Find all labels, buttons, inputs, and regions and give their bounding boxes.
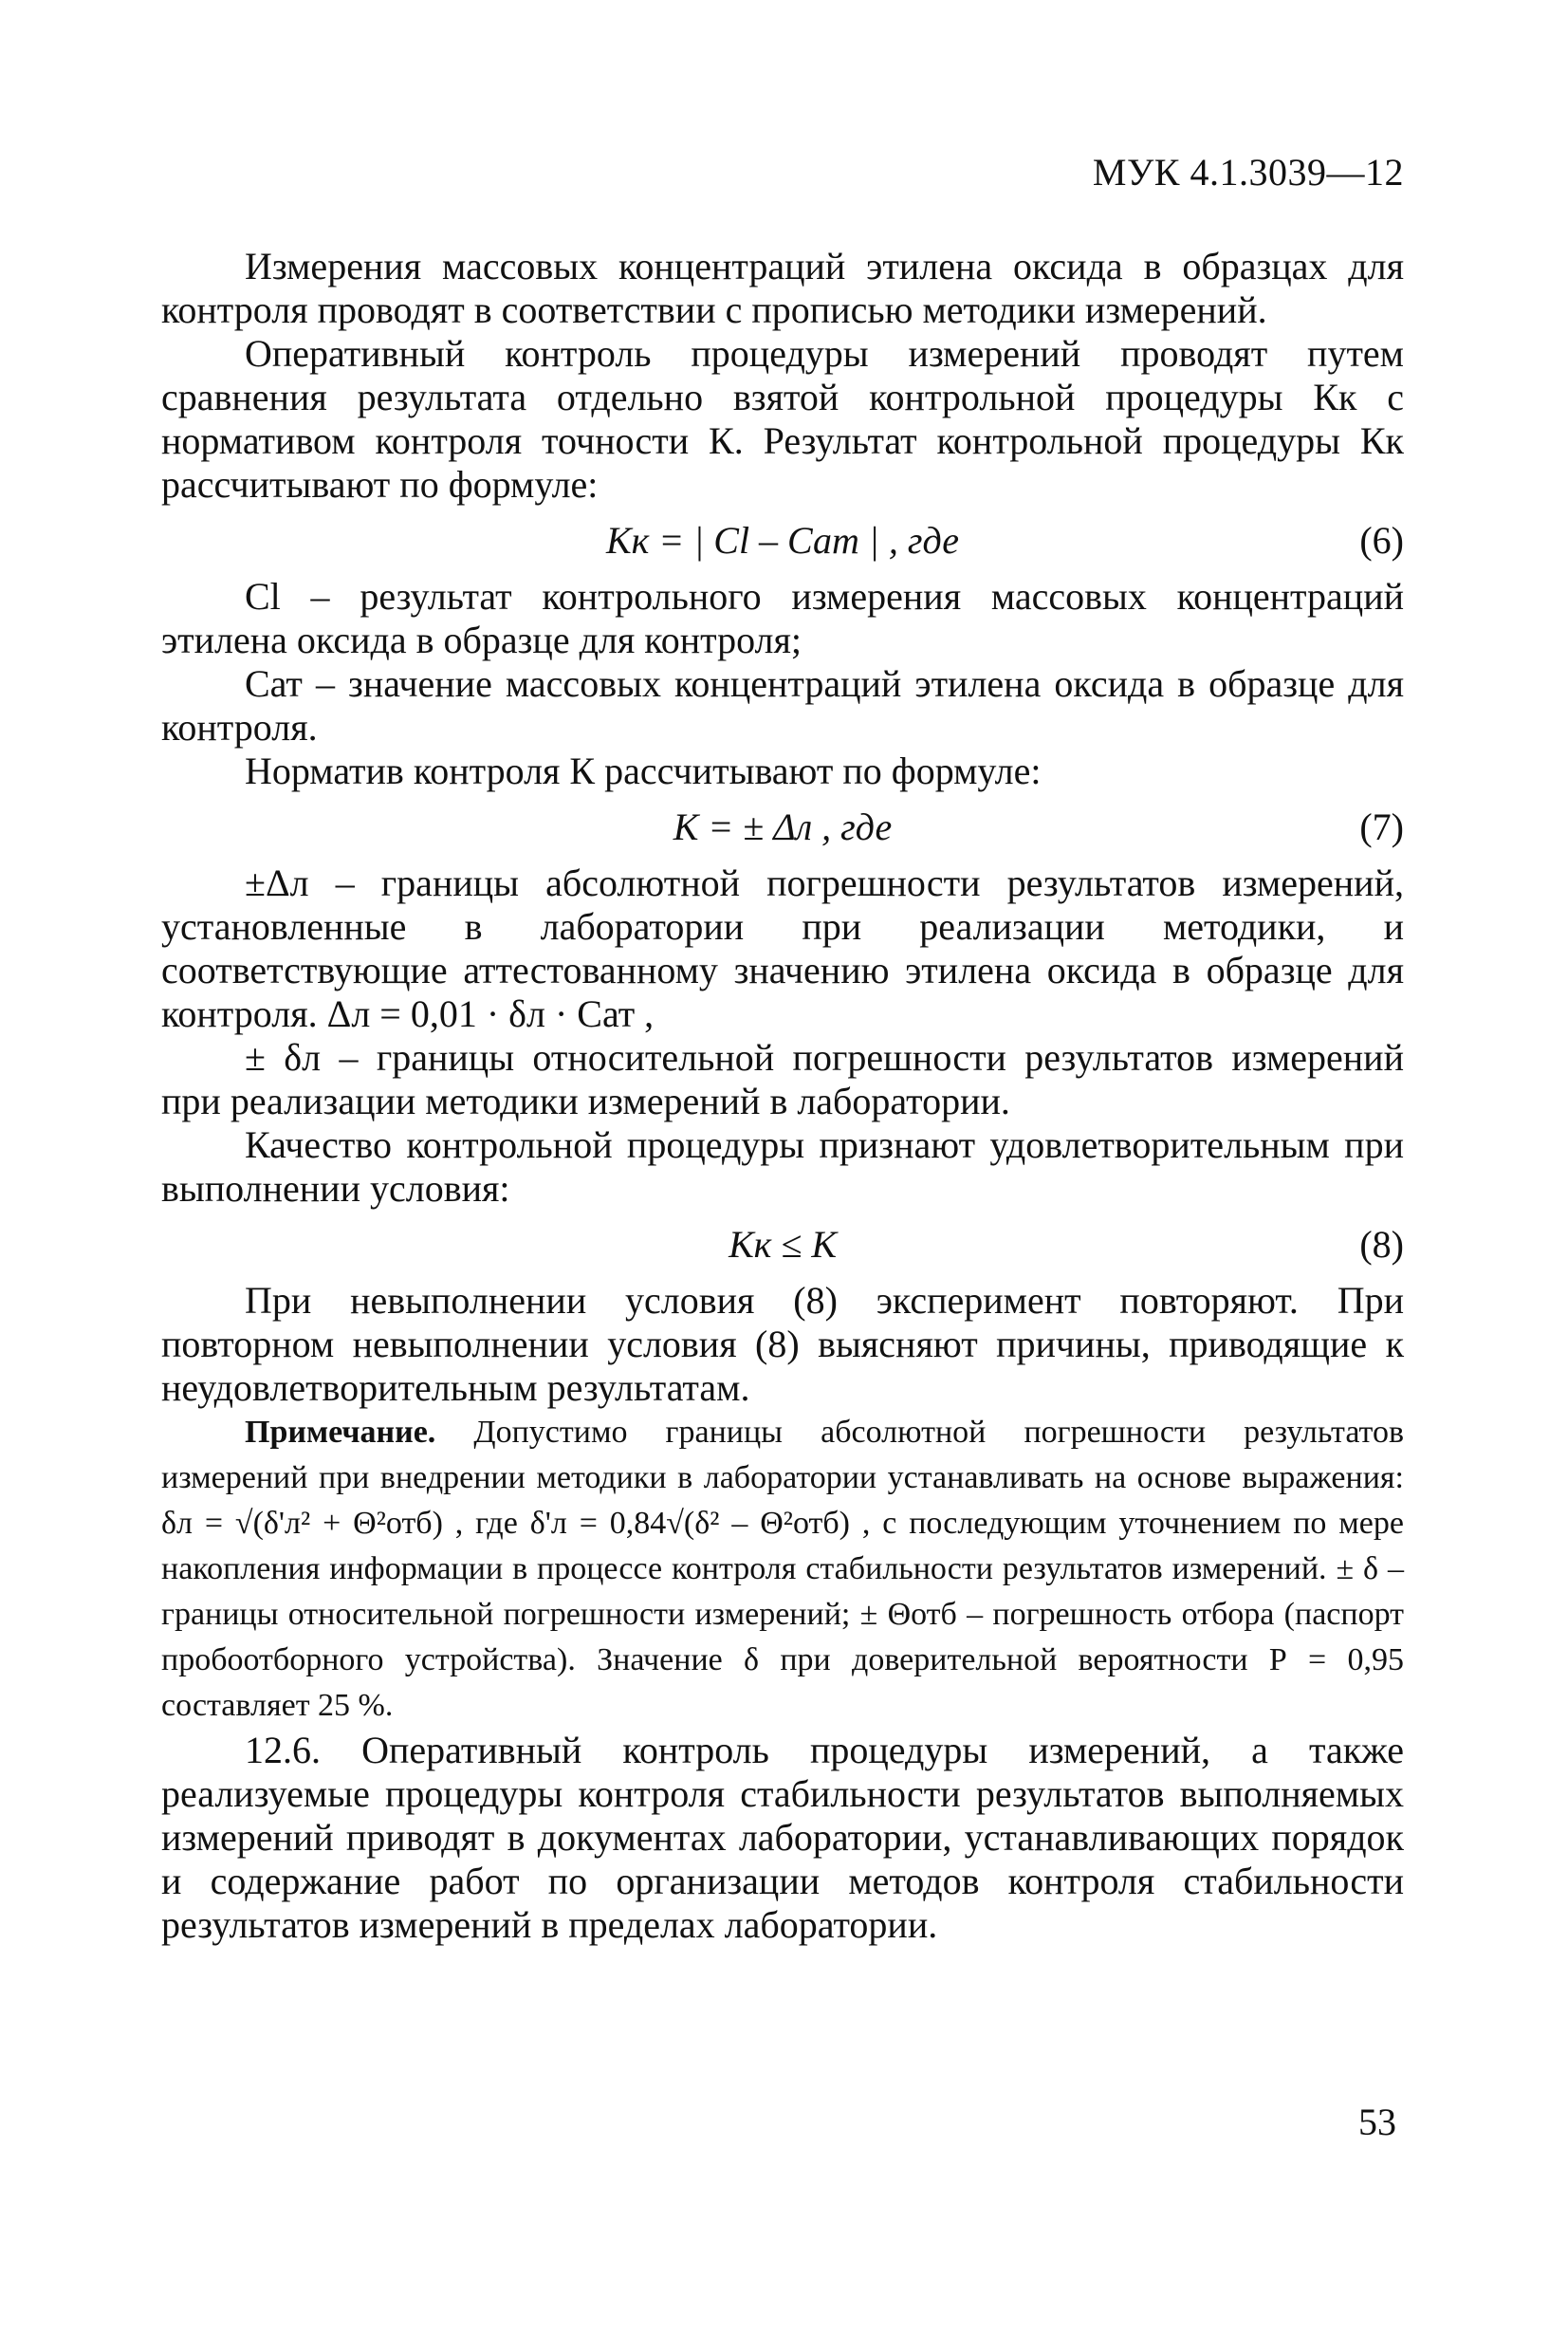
formula-8 <box>161 1211 1404 1279</box>
formula-6-number: (6) <box>1359 519 1404 562</box>
document-code-header: МУК 4.1.3039—12 <box>1092 151 1404 194</box>
formula-7-number: (7) <box>1359 806 1404 848</box>
page-number: 53 <box>1358 2101 1396 2143</box>
paragraph-abs-error: ±Δл – границы абсолютной погрешности результатов измерений, установленные в лаборатории при реализации методики, и соответствующие аттестованному значению этилена оксида в образце для контроля. Δл = 0,01 · δл · Сат , <box>161 861 1404 1035</box>
page-content <box>161 245 1404 1947</box>
paragraph-rel-error: ± δл – границы относительной погрешности результатов измерений при реализации методики измерений в лаборатории. <box>161 1036 1404 1122</box>
paragraph-norm-control: Норматив контроля К рассчитывают по формуле: <box>245 750 1042 792</box>
paragraph-cl-definition: Сl – результат контрольного измерения массовых концентраций этилена оксида в образце для контроля; <box>161 575 1404 661</box>
formula-6 <box>161 507 1404 575</box>
paragraph-cat-definition: Сат – значение массовых концентраций этилена оксида в образце для контроля. <box>161 662 1404 749</box>
paragraph-quality: Качество контрольной процедуры признают удовлетворительным при выполнении условия: <box>161 1123 1404 1210</box>
formula-8-expression: Кк ≤ К <box>729 1223 837 1266</box>
section-12-6: 12.6. Оперативный контроль процедуры измерений, а также реализуемые процедуры контроля стабильности результатов выполняемых измерений приводят в документах лаборатории, устанавливающих порядок и содержание работ по организации методов контроля стабильности результатов измерений в пределах лаборатории. <box>161 1729 1404 1946</box>
formula-8-number: (8) <box>1359 1223 1404 1266</box>
note-label: Примечание. <box>245 1415 436 1450</box>
formula-6-expression: Кк = | Сl – Сат | , где <box>606 519 959 562</box>
formula-7 <box>161 793 1404 861</box>
paragraph-operational-control: Оперативный контроль процедуры измерений проводят путем сравнения результата отдельно взятой контрольной процедуры Кк с нормативом контроля точности К. Результат контрольной процедуры Кк рассчитывают по формуле: <box>161 332 1404 506</box>
formula-7-expression: К = ± Δл , где <box>673 806 893 848</box>
paragraph-measurement: Измерения массовых концентраций этилена оксида в образцах для контроля проводят в соответствии с прописью методики измерений. <box>161 245 1404 331</box>
paragraph-failure: При невыполнении условия (8) эксперимент повторяют. При повторном невыполнении условия (8) выясняют причины, приводящие к неудовлетворительным результатам. <box>161 1279 1404 1409</box>
note-text: Допустимо границы абсолютной погрешности результатов измерений при внедрении методики в лаборатории устанавливать на основе выражения: δл = √(δ'л² + Θ²отб) , где δ'л = 0,84√(δ² – Θ²отб) , с последующим уточнением по мере накопления информации в процессе контроля стабильности результатов измерений. ± δ – границы относительной погрешности измерений; ± Θотб – погрешность отбора (паспорт пробоотборного устройства). Значение δ при доверительной вероятности Р = 0,95 составляет 25 %. <box>161 1415 1404 1723</box>
note-block <box>161 1410 1404 1729</box>
